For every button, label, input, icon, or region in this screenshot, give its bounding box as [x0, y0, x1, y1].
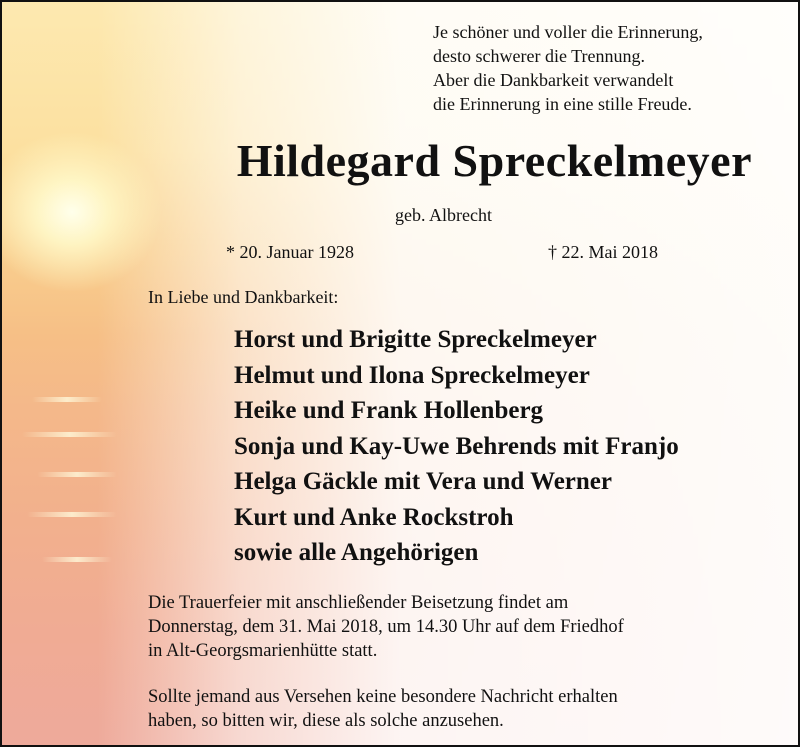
birth-name: geb. Albrecht — [395, 205, 492, 225]
notice-text-line: haben, so bitten wir, diese als solche anzusehen. — [148, 711, 504, 731]
mourners-list — [234, 322, 679, 571]
poem-line: Je schöner und voller die Erinnerung, — [433, 22, 703, 42]
funeral-info-line: Donnerstag, dem 31. Mai 2018, um 14.30 Uhr auf dem Friedhof — [148, 617, 624, 637]
notice-text-line: Sollte jemand aus Versehen keine besondere Nachricht erhalten — [148, 687, 618, 707]
mourners-intro: In Liebe und Dankbarkeit: — [148, 287, 339, 307]
poem-line: Aber die Dankbarkeit verwandelt — [433, 70, 674, 90]
water-glint — [22, 432, 117, 437]
water-glint — [37, 472, 117, 477]
mourner-line: Helga Gäckle mit Vera und Werner — [234, 468, 612, 495]
water-glint — [42, 557, 112, 562]
mourner-line: Kurt und Anke Rockstroh — [234, 503, 514, 531]
birth-date: * 20. Januar 1928 — [226, 242, 354, 262]
funeral-info — [148, 591, 624, 663]
funeral-info-line: Die Trauerfeier mit anschließender Beisetzung findet am — [148, 593, 569, 613]
mourner-line: Helmut und Ilona Spreckelmeyer — [234, 361, 590, 389]
mourner-line: Sonja und Kay-Uwe Behrends mit Franjo — [234, 432, 679, 460]
deceased-name: Hildegard Spreckelmeyer — [236, 135, 752, 186]
mourner-line: sowie alle Angehörigen — [234, 539, 479, 566]
poem — [433, 20, 703, 116]
poem-line: desto schwerer die Trennung. — [433, 46, 645, 66]
death-date: † 22. Mai 2018 — [548, 242, 658, 262]
mourner-line: Heike und Frank Hollenberg — [234, 397, 544, 424]
mourner-line: Horst und Brigitte Spreckelmeyer — [234, 326, 597, 353]
poem-line: die Erinnerung in eine stille Freude. — [433, 94, 692, 114]
notice-text — [148, 685, 618, 733]
funeral-info-line: in Alt-Georgsmarienhütte statt. — [148, 641, 378, 661]
water-glint — [27, 512, 117, 517]
water-glint — [32, 397, 102, 402]
